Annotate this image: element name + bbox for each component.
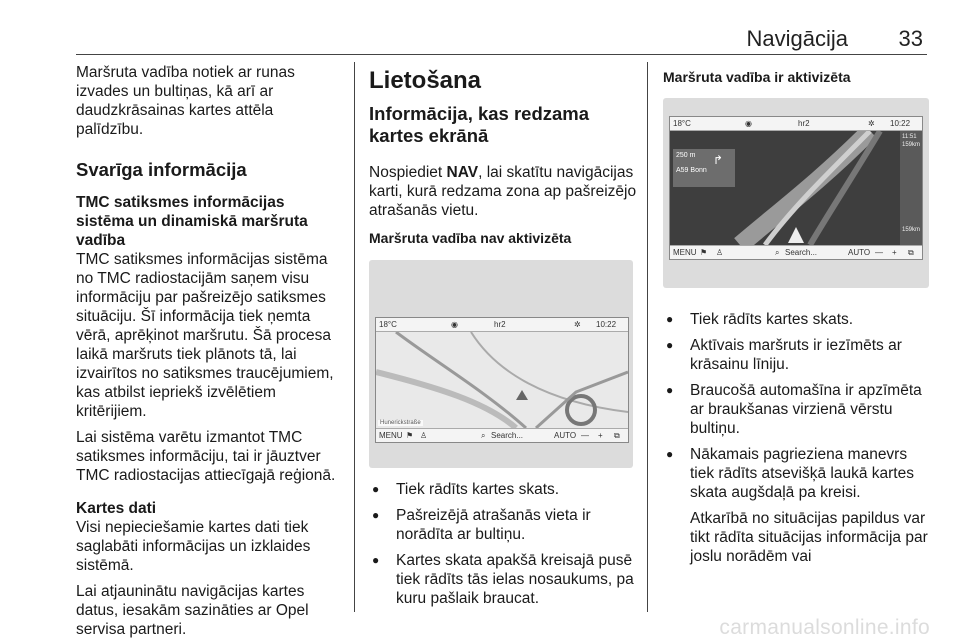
clock: 10:22 xyxy=(890,119,911,128)
eta-time: 11:51 xyxy=(902,134,917,140)
tmc-heading: TMC satiksmes informācijas sistēma un dinamiskā maršruta vadība xyxy=(76,194,308,249)
remaining-distance: 159km xyxy=(902,227,921,233)
page-number: 33 xyxy=(898,26,923,51)
zoom-in-icon[interactable]: + xyxy=(892,248,897,257)
zoom-out-icon[interactable]: — xyxy=(581,431,589,440)
auto-button[interactable]: AUTO xyxy=(848,248,871,257)
section-heading: Svarīga informācija xyxy=(76,159,247,180)
main-heading: Lietošana xyxy=(369,67,482,94)
search-icon[interactable]: ⌕ xyxy=(775,248,780,257)
list-item: ● Braucošā automašīna ir apzīmēta ar braukšanas virzienā vērstu bultiņu. xyxy=(663,381,931,438)
watermark: carmanualsonline.info xyxy=(719,616,930,639)
maps-paragraph-1: Visi nepieciešamie kartes dati tiek saglabāti informācijas un izklaides sistēmā. xyxy=(76,519,311,574)
location-icon: ◉ xyxy=(451,320,458,329)
screenshot-route-active xyxy=(663,98,929,288)
location-icon: ◉ xyxy=(745,119,752,128)
bullet-list-active xyxy=(663,310,931,502)
person-icon[interactable]: ♙ xyxy=(716,248,724,257)
person-icon[interactable]: ♙ xyxy=(420,431,428,440)
settings-icon: ✲ xyxy=(868,119,875,128)
nav-key: NAV xyxy=(446,164,479,181)
radio-station: hr2 xyxy=(798,119,810,128)
eta-sidebar xyxy=(900,131,922,245)
turn-right-icon: ↱ xyxy=(713,153,724,167)
sub-heading: Informācija, kas redzama kartes ekrānā xyxy=(369,103,590,146)
status-bar xyxy=(670,117,922,131)
flag-icon[interactable]: ⚑ xyxy=(700,248,708,257)
map-view[interactable] xyxy=(670,131,922,245)
zoom-out-icon[interactable]: — xyxy=(875,248,883,257)
infotainment-screen xyxy=(669,116,923,260)
list-item: ● Tiek rādīts kartes skats. xyxy=(663,310,931,329)
nav-paragraph xyxy=(369,163,637,220)
header-rule xyxy=(76,54,927,55)
search-icon[interactable]: ⌕ xyxy=(481,431,486,440)
map-roads xyxy=(376,332,628,428)
list-item: ● Kartes skata apakšā kreisajā pusē tiek rādīts tās ielas nosaukums, pa kuru pašlaik braucat. xyxy=(369,551,637,608)
settings-icon: ✲ xyxy=(574,320,581,329)
eta-distance: 159km xyxy=(902,142,921,148)
page-header xyxy=(0,0,960,60)
list-item: ● Nākamais pagrieziena manevrs tiek rādīts atsevišķā laukā kartes skata augšdaļā pa kreisi. xyxy=(663,445,931,502)
bottom-bar xyxy=(376,428,628,442)
zoom-in-icon[interactable]: + xyxy=(598,431,603,440)
column-1 xyxy=(76,63,344,639)
flag-icon[interactable]: ⚑ xyxy=(406,431,414,440)
column-2 xyxy=(369,63,637,615)
caption-inactive: Maršruta vadība nav aktivizēta xyxy=(369,230,572,246)
menu-button[interactable]: MENU xyxy=(673,248,697,257)
list-item: ● Pašreizējā atrašanās vieta ir norādīta ar bultiņu. xyxy=(369,506,637,544)
intro-paragraph: Maršruta vadība notiek ar runas izvades un bultiņas, kā arī ar daudzkrāsainas kartes attēla palīdzību. xyxy=(76,64,295,138)
radio-station: hr2 xyxy=(494,320,506,329)
tmc-paragraph-2: Lai sistēma varētu izmantot TMC satiksmes informāciju, tai ir jāuztver TMC radiostacijas attiecīgajā reģionā. xyxy=(76,429,336,484)
temperature: 18°C xyxy=(673,119,691,128)
list-item: ● Aktīvais maršruts ir iezīmēts ar krāsainu līniju. xyxy=(663,336,931,374)
status-bar xyxy=(376,318,628,332)
maneuver-road: A59 Bonn xyxy=(676,167,707,174)
tmc-paragraph-1: TMC satiksmes informācijas sistēma no TMC radiostacijām saņem visu informāciju par pašreizējo satiksmes situāciju. Šī informācija tiek ņemta vērā, aprēķinot maršrutu. Šā procesa laikā maršruts tiek plānots tā, lai izvairītos no satiksmes traucējumiem, kas atbilst iepriekš izvēlētiem kritērijiem. xyxy=(76,251,334,420)
temperature: 18°C xyxy=(379,320,397,329)
options-icon[interactable]: ⧉ xyxy=(908,248,914,257)
column-3 xyxy=(663,63,931,566)
street-name: Hunerickstraße xyxy=(380,420,421,426)
screenshot-route-inactive xyxy=(369,260,633,468)
auto-button[interactable]: AUTO xyxy=(554,431,577,440)
page-title: Navigācija xyxy=(746,26,848,51)
caption-active: Maršruta vadība ir aktivizēta xyxy=(663,69,851,85)
list-item: ● Tiek rādīts kartes skats. xyxy=(369,480,637,499)
maneuver-distance: 250 m xyxy=(676,152,696,159)
options-icon[interactable]: ⧉ xyxy=(614,431,620,440)
nav-text-post: , lai skatītu navigācijas karti, kurā redzama zona ap pašreizējo atrašanās vietu. xyxy=(369,164,637,219)
bullet-list-inactive xyxy=(369,480,637,608)
maneuver-panel xyxy=(673,149,735,187)
maps-heading: Kartes dati xyxy=(76,500,157,517)
search-button[interactable]: Search... xyxy=(785,248,818,257)
column-divider-2 xyxy=(647,62,648,612)
nav-text-pre: Nospiediet xyxy=(369,164,447,181)
maps-paragraph-2: Lai atjauninātu navigācijas kartes datus, iesakām sazināties ar Opel servisa partneri. xyxy=(76,583,309,638)
map-view[interactable] xyxy=(376,332,628,428)
search-button[interactable]: Search... xyxy=(491,431,524,440)
bottom-bar xyxy=(670,245,922,259)
column-divider-1 xyxy=(354,62,355,612)
clock: 10:22 xyxy=(596,320,617,329)
menu-button[interactable]: MENU xyxy=(379,431,403,440)
infotainment-screen xyxy=(375,317,629,443)
tail-paragraph: Atkarībā no situācijas papildus var tikt rādīta situācijas informācija par joslu norādēm vai xyxy=(690,510,928,565)
